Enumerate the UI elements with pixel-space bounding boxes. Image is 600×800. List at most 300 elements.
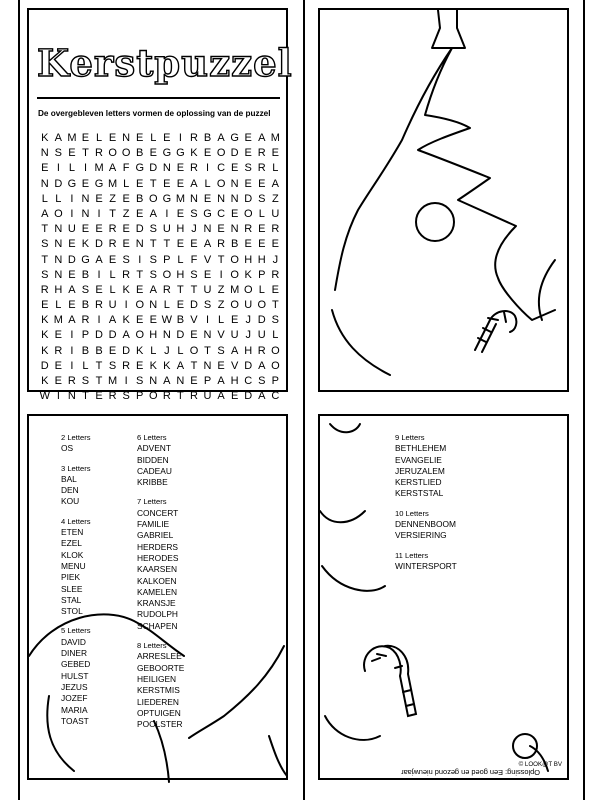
word-group-heading: 10 Letters bbox=[395, 508, 429, 518]
grid-cell: E bbox=[136, 132, 144, 144]
word-item: JERUZALEM bbox=[395, 465, 445, 476]
grid-cell: L bbox=[204, 177, 211, 190]
grid-cell: O bbox=[135, 329, 144, 342]
grid-cell: M bbox=[175, 192, 185, 205]
grid-cell: S bbox=[136, 375, 144, 387]
word-group-heading: 2 Letters bbox=[61, 433, 91, 442]
word-group-heading: 4 Letters bbox=[61, 516, 91, 526]
grid-cell: E bbox=[163, 132, 171, 144]
grid-cell: O bbox=[121, 147, 131, 160]
grid-cell: D bbox=[244, 192, 253, 205]
word-item: ADVENT bbox=[137, 443, 171, 454]
grid-cell: D bbox=[122, 344, 131, 357]
grid-cell: H bbox=[230, 375, 239, 387]
grid-cell: S bbox=[149, 223, 157, 236]
grid-cell: G bbox=[176, 147, 185, 160]
grid-cell: K bbox=[41, 314, 49, 327]
grid-cell: A bbox=[108, 162, 117, 175]
grid-cell: E bbox=[68, 299, 76, 312]
grid-cell: E bbox=[68, 238, 76, 251]
grid-cell: E bbox=[136, 359, 144, 372]
grid-row bbox=[38, 268, 282, 283]
grid-cell: P bbox=[81, 329, 90, 342]
word-item: CONCERT bbox=[137, 507, 179, 518]
grid-cell: S bbox=[258, 192, 266, 205]
grid-cell: O bbox=[149, 192, 158, 205]
grid-cell: S bbox=[54, 147, 63, 160]
grid-cell: K bbox=[244, 268, 252, 281]
grid-cell: E bbox=[41, 299, 49, 312]
grid-cell: L bbox=[95, 132, 103, 144]
grid-cell: A bbox=[217, 375, 225, 387]
grid-cell: A bbox=[149, 207, 157, 220]
word-item: ETEN bbox=[61, 527, 84, 538]
grid-cell: K bbox=[41, 329, 49, 342]
grid-cell: K bbox=[163, 359, 171, 372]
grid-cell: L bbox=[272, 329, 279, 342]
grid-cell: N bbox=[230, 223, 239, 236]
grid-cell: E bbox=[190, 238, 198, 251]
word-item: KAARSEN bbox=[137, 564, 178, 575]
grid-cell: N bbox=[81, 207, 90, 220]
grid-row bbox=[38, 313, 282, 328]
grid-cell: M bbox=[53, 314, 63, 327]
word-group bbox=[61, 432, 91, 455]
grid-cell: E bbox=[95, 390, 103, 403]
grid-cell: B bbox=[95, 344, 103, 357]
grid-cell: L bbox=[82, 359, 89, 372]
grid-cell: C bbox=[244, 375, 253, 387]
grid-cell: E bbox=[95, 223, 103, 236]
grid-cell: T bbox=[271, 299, 279, 312]
grid-cell: A bbox=[258, 359, 266, 372]
grid-cell: D bbox=[95, 238, 103, 251]
grid-cell: E bbox=[258, 223, 266, 236]
grid-cell: E bbox=[230, 162, 239, 175]
grid-cell: H bbox=[176, 223, 185, 236]
grid-cell: D bbox=[149, 162, 158, 175]
grid-cell: U bbox=[162, 223, 171, 236]
grid-cell: E bbox=[81, 177, 90, 190]
grid-cell: N bbox=[149, 375, 158, 387]
grid-cell: N bbox=[40, 177, 49, 190]
grid-row bbox=[38, 146, 282, 161]
word-group-heading: 3 Letters bbox=[61, 463, 91, 473]
grid-cell: D bbox=[54, 177, 63, 190]
grid-cell: O bbox=[230, 299, 239, 312]
word-list-column-1 bbox=[61, 432, 91, 735]
grid-cell: E bbox=[81, 132, 90, 144]
tree-outline bbox=[335, 48, 555, 320]
grid-cell: O bbox=[230, 268, 239, 281]
grid-cell: P bbox=[271, 375, 280, 387]
grid-cell: L bbox=[272, 162, 279, 175]
grid-cell: A bbox=[68, 283, 76, 296]
center-divider bbox=[303, 0, 305, 800]
grid-cell: E bbox=[230, 207, 239, 220]
grid-cell: R bbox=[271, 223, 280, 236]
grid-cell: I bbox=[206, 314, 210, 327]
grid-cell: M bbox=[108, 375, 118, 387]
grid-cell: U bbox=[108, 299, 117, 312]
grid-cell: D bbox=[40, 359, 49, 372]
grid-cell: L bbox=[258, 283, 265, 296]
word-item: DEN bbox=[61, 485, 79, 496]
grid-cell: D bbox=[230, 147, 239, 160]
grid-cell: J bbox=[272, 253, 279, 266]
grid-cell: G bbox=[230, 132, 239, 144]
grid-cell: U bbox=[257, 329, 266, 342]
grid-cell: P bbox=[203, 375, 212, 387]
candy-cane-icon bbox=[475, 311, 516, 352]
grid-cell: O bbox=[162, 268, 172, 281]
grid-cell: S bbox=[81, 283, 90, 296]
grid-cell: I bbox=[178, 132, 182, 144]
grid-cell: I bbox=[70, 207, 74, 220]
grid-cell: E bbox=[258, 177, 266, 190]
word-item: KERSTLIED bbox=[395, 477, 442, 488]
grid-cell: E bbox=[54, 329, 63, 342]
ornament-icon bbox=[416, 203, 454, 241]
word-item: LIEDEREN bbox=[137, 696, 179, 707]
grid-cell: B bbox=[81, 344, 90, 357]
grid-cell: R bbox=[271, 268, 280, 281]
grid-cell: T bbox=[177, 390, 184, 403]
grid-cell: G bbox=[203, 207, 212, 220]
grid-cell: L bbox=[55, 299, 62, 312]
grid-cell: E bbox=[271, 238, 280, 251]
word-item: GEBOORTE bbox=[137, 662, 185, 673]
grid-cell: L bbox=[177, 344, 184, 357]
puzzle-panel bbox=[27, 8, 293, 403]
grid-cell: U bbox=[67, 223, 76, 236]
word-group bbox=[137, 640, 184, 730]
grid-cell: E bbox=[54, 359, 63, 372]
grid-row bbox=[38, 328, 282, 343]
grid-cell: E bbox=[108, 253, 117, 266]
grid-cell: E bbox=[108, 132, 117, 144]
word-item: KAMELEN bbox=[137, 586, 178, 597]
grid-cell: K bbox=[81, 238, 90, 251]
grid-cell: A bbox=[271, 177, 280, 190]
word-item: HEILIGEN bbox=[137, 673, 177, 684]
grid-cell: E bbox=[258, 238, 266, 251]
grid-cell: N bbox=[230, 177, 239, 190]
grid-cell: E bbox=[244, 238, 252, 251]
solution-text: Oplossing: Een goed en gezond nieuwjaar bbox=[401, 768, 540, 777]
grid-cell: A bbox=[54, 132, 63, 144]
grid-cell: C bbox=[271, 390, 280, 403]
grid-cell: R bbox=[81, 314, 90, 327]
word-item: SLEE bbox=[61, 583, 83, 594]
grid-cell: O bbox=[216, 177, 226, 190]
grid-row bbox=[38, 222, 282, 237]
grid-cell: D bbox=[67, 253, 76, 266]
grid-cell: E bbox=[136, 177, 144, 190]
grid-cell: R bbox=[244, 223, 253, 236]
grid-cell: E bbox=[122, 223, 130, 236]
grid-cell: R bbox=[162, 390, 171, 403]
copyright-text: © LOOK@T BV bbox=[518, 761, 562, 768]
word-item: DINER bbox=[61, 648, 88, 659]
grid-row bbox=[38, 283, 282, 298]
grid-cell: H bbox=[176, 268, 185, 281]
word-item: MENU bbox=[61, 560, 86, 571]
word-item: JEZUS bbox=[61, 681, 88, 692]
grid-cell: A bbox=[108, 314, 117, 327]
word-group bbox=[61, 463, 91, 508]
grid-cell: T bbox=[163, 238, 171, 251]
grid-cell: E bbox=[136, 283, 144, 296]
grid-cell: E bbox=[122, 192, 130, 205]
word-group-heading: 8 Letters bbox=[137, 641, 167, 651]
word-group bbox=[61, 625, 91, 727]
grid-cell: E bbox=[176, 162, 185, 175]
grid-cell: E bbox=[230, 390, 239, 403]
grid-cell: A bbox=[203, 238, 212, 251]
grid-cell: S bbox=[149, 268, 157, 281]
word-item: BAL bbox=[61, 473, 77, 484]
grid-cell: S bbox=[41, 238, 49, 251]
grid-cell: O bbox=[271, 359, 280, 372]
grid-cell: R bbox=[95, 147, 103, 160]
word-item: HERODES bbox=[137, 552, 179, 563]
grid-cell: S bbox=[217, 344, 225, 357]
grid-cell: R bbox=[40, 283, 49, 296]
grid-cell: V bbox=[217, 329, 225, 342]
grid-cell: M bbox=[108, 177, 118, 190]
grid-cell: L bbox=[150, 132, 157, 144]
grid-cell: Z bbox=[109, 192, 116, 205]
grid-cell: T bbox=[190, 359, 198, 372]
grid-cell: L bbox=[109, 283, 116, 296]
word-item: KLOK bbox=[61, 549, 84, 560]
grid-cell: U bbox=[271, 207, 280, 220]
grid-row bbox=[38, 131, 282, 146]
word-group bbox=[137, 496, 184, 632]
grid-cell: E bbox=[122, 238, 130, 251]
grid-cell: E bbox=[244, 147, 252, 160]
grid-cell: L bbox=[163, 299, 170, 312]
grid-cell: D bbox=[135, 223, 144, 236]
grid-cell: V bbox=[230, 359, 239, 372]
word-item: KRIBBE bbox=[137, 477, 168, 488]
grid-cell: T bbox=[177, 283, 184, 296]
grid-cell: E bbox=[95, 192, 103, 205]
word-group-heading: 5 Letters bbox=[61, 626, 91, 636]
grid-cell: F bbox=[122, 162, 130, 175]
word-item: STAL bbox=[61, 594, 82, 605]
grid-cell: M bbox=[94, 162, 104, 175]
grid-cell: I bbox=[97, 268, 101, 281]
grid-cell: L bbox=[55, 192, 62, 205]
grid-cell: R bbox=[54, 344, 63, 357]
grid-cell: A bbox=[230, 344, 239, 357]
grid-cell: C bbox=[217, 162, 226, 175]
grid-cell: S bbox=[81, 375, 90, 387]
grid-cell: J bbox=[245, 329, 251, 342]
grid-row bbox=[38, 253, 282, 268]
grid-cell: A bbox=[163, 375, 171, 387]
grid-cell: E bbox=[108, 344, 117, 357]
grid-cell: N bbox=[203, 329, 212, 342]
grid-cell: R bbox=[122, 268, 131, 281]
grid-cell: E bbox=[68, 268, 76, 281]
word-group bbox=[61, 516, 91, 618]
grid-cell: B bbox=[81, 299, 90, 312]
grid-cell: N bbox=[162, 329, 171, 342]
star-icon bbox=[432, 10, 465, 48]
grid-cell: T bbox=[82, 390, 89, 403]
grid-cell: E bbox=[136, 207, 144, 220]
grid-cell: N bbox=[54, 253, 63, 266]
grid-cell: N bbox=[203, 359, 212, 372]
grid-cell: I bbox=[219, 268, 223, 281]
grid-cell: T bbox=[41, 253, 49, 266]
word-group bbox=[137, 432, 184, 488]
grid-cell: G bbox=[135, 162, 144, 175]
grid-cell: O bbox=[54, 207, 63, 220]
word-list-solution-panel bbox=[318, 414, 569, 780]
grid-cell: R bbox=[108, 390, 117, 403]
word-item: TOAST bbox=[61, 715, 89, 726]
grid-cell: G bbox=[67, 177, 77, 190]
grid-cell: E bbox=[136, 314, 144, 327]
grid-cell: I bbox=[206, 162, 210, 175]
grid-cell: E bbox=[176, 207, 185, 220]
word-item: JOZEF bbox=[61, 693, 88, 704]
grid-cell: J bbox=[245, 314, 251, 327]
grid-cell: A bbox=[41, 207, 49, 220]
puzzle-subtitle: De overgebleven letters vormen de oplossing van de puzzel bbox=[38, 109, 271, 118]
grid-cell: E bbox=[176, 299, 185, 312]
grid-cell: H bbox=[257, 253, 266, 266]
grid-cell: U bbox=[244, 299, 253, 312]
grid-cell: R bbox=[189, 162, 198, 175]
grid-cell: B bbox=[176, 314, 185, 327]
word-item: DENNENBOOM bbox=[395, 519, 456, 530]
grid-cell: I bbox=[70, 329, 74, 342]
title-rule bbox=[37, 97, 280, 99]
word-item: EVANGELIE bbox=[395, 454, 442, 465]
ornament-icon bbox=[330, 424, 360, 432]
grid-cell: S bbox=[258, 375, 266, 387]
grid-cell: N bbox=[54, 268, 63, 281]
grid-cell: T bbox=[149, 177, 157, 190]
word-item: WINTERSPORT bbox=[395, 560, 457, 571]
grid-cell: W bbox=[39, 390, 50, 403]
grid-row bbox=[38, 177, 282, 192]
word-group-heading: 11 Letters bbox=[395, 550, 429, 560]
grid-cell: R bbox=[108, 238, 117, 251]
grid-cell: E bbox=[68, 147, 76, 160]
grid-cell: I bbox=[124, 375, 128, 387]
grid-cell: S bbox=[271, 314, 280, 327]
word-list-column-2 bbox=[137, 432, 184, 738]
word-item: OS bbox=[61, 443, 74, 454]
grid-cell: A bbox=[68, 314, 76, 327]
grid-cell: N bbox=[176, 375, 185, 387]
grid-cell: N bbox=[67, 390, 76, 403]
grid-cell: C bbox=[217, 207, 226, 220]
word-item: GEBED bbox=[61, 659, 91, 670]
grid-cell: K bbox=[190, 147, 198, 160]
grid-cell: G bbox=[162, 192, 172, 205]
grid-cell: I bbox=[83, 162, 87, 175]
grid-cell: O bbox=[108, 147, 117, 160]
grid-row bbox=[38, 207, 282, 222]
grid-cell: I bbox=[165, 207, 169, 220]
grid-cell: S bbox=[41, 268, 49, 281]
word-item: HULST bbox=[61, 670, 89, 681]
grid-cell: T bbox=[109, 207, 116, 220]
grid-cell: I bbox=[56, 162, 60, 175]
grid-row bbox=[38, 359, 282, 374]
grid-cell: R bbox=[257, 344, 266, 357]
word-item: BIDDEN bbox=[137, 454, 169, 465]
grid-row bbox=[38, 298, 282, 313]
grid-cell: D bbox=[244, 359, 253, 372]
grid-cell: D bbox=[108, 329, 117, 342]
grid-cell: N bbox=[40, 147, 49, 160]
grid-cell: R bbox=[122, 359, 131, 372]
word-item: KRANSJE bbox=[137, 598, 176, 609]
grid-cell: M bbox=[67, 132, 77, 144]
word-item: KERSTMIS bbox=[137, 685, 180, 696]
grid-cell: Z bbox=[217, 283, 225, 296]
grid-cell: R bbox=[95, 299, 103, 312]
grid-cell: N bbox=[54, 238, 63, 251]
word-group-heading: 6 Letters bbox=[137, 433, 167, 442]
grid-cell: L bbox=[177, 253, 184, 266]
word-group bbox=[395, 508, 457, 542]
grid-row bbox=[38, 192, 282, 207]
grid-cell: N bbox=[135, 238, 144, 251]
grid-row bbox=[38, 237, 282, 252]
grid-cell: K bbox=[149, 359, 157, 372]
grid-cell: E bbox=[41, 162, 49, 175]
grid-cell: T bbox=[217, 253, 225, 266]
word-item: CADEAU bbox=[137, 465, 172, 476]
grid-cell: B bbox=[230, 238, 239, 251]
grid-cell: N bbox=[189, 192, 198, 205]
grid-cell: M bbox=[270, 132, 280, 144]
grid-cell: U bbox=[203, 283, 212, 296]
word-item: KOU bbox=[61, 496, 80, 507]
grid-cell: G bbox=[94, 177, 104, 190]
grid-cell: K bbox=[41, 132, 49, 144]
grid-cell: R bbox=[162, 283, 171, 296]
word-item: DAVID bbox=[61, 636, 86, 647]
grid-cell: I bbox=[97, 314, 101, 327]
grid-cell: Z bbox=[217, 299, 225, 312]
grid-cell: I bbox=[70, 359, 74, 372]
grid-cell: K bbox=[41, 344, 49, 357]
word-group bbox=[395, 550, 457, 573]
grid-cell: Z bbox=[122, 207, 130, 220]
grid-cell: I bbox=[56, 390, 60, 403]
grid-cell: T bbox=[82, 147, 89, 160]
grid-cell: O bbox=[243, 207, 253, 220]
grid-cell: S bbox=[108, 359, 117, 372]
word-item: KALKOEN bbox=[137, 575, 177, 586]
grid-cell: O bbox=[149, 390, 158, 403]
grid-cell: E bbox=[190, 375, 198, 387]
christmas-tree-illustration bbox=[320, 10, 571, 394]
grid-cell: E bbox=[271, 283, 280, 296]
grid-cell: B bbox=[136, 147, 144, 160]
grid-cell: R bbox=[108, 223, 117, 236]
